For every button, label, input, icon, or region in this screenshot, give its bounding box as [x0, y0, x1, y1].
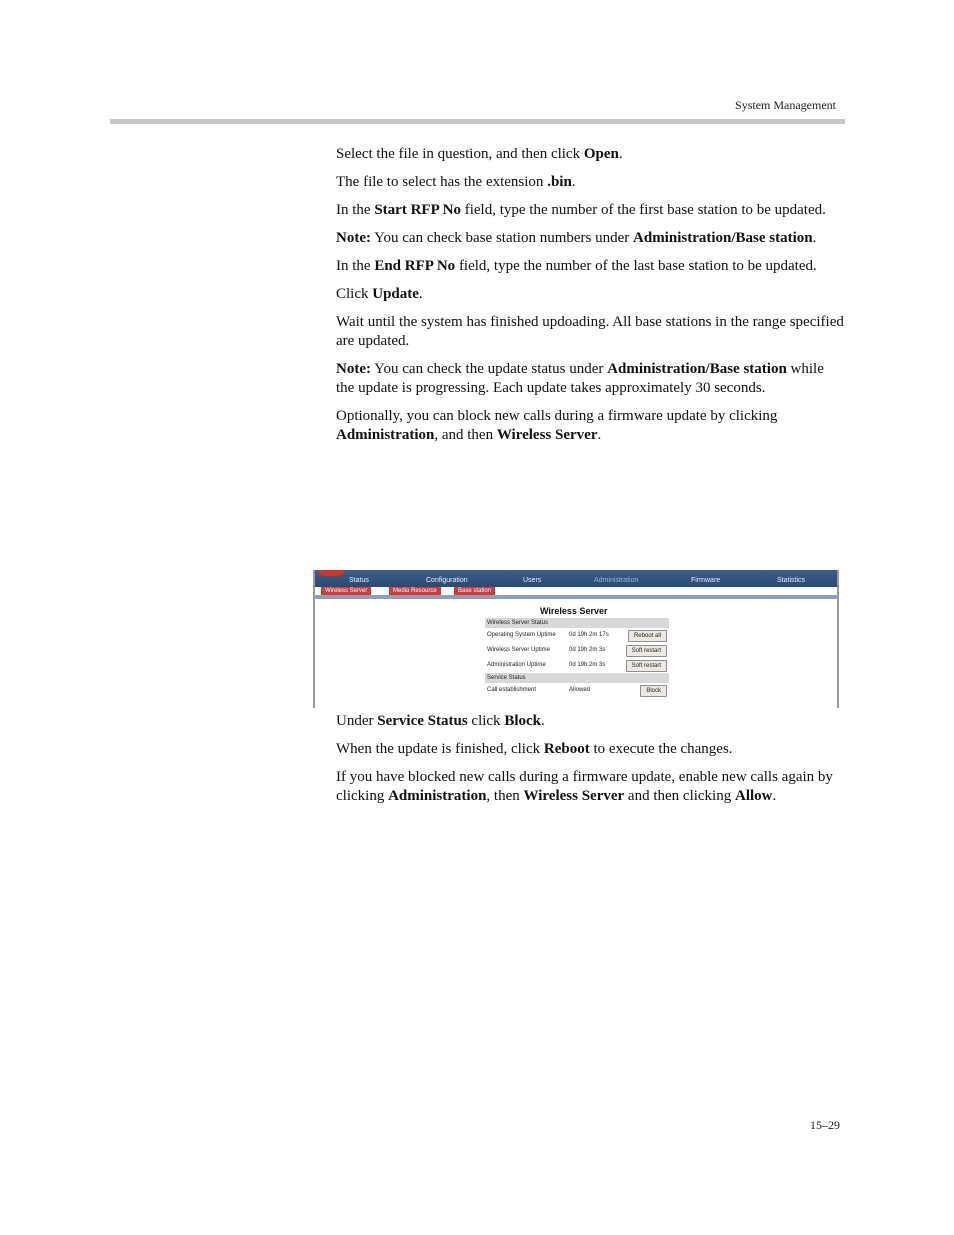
- wireless-server-screenshot: [313, 570, 839, 708]
- section-header: Service Status: [485, 673, 669, 683]
- soft-restart-button[interactable]: Soft restart: [626, 645, 667, 657]
- table-row: Wireless Server Uptime 0d 19h 2m 3s Soft restart: [485, 643, 669, 658]
- table-row: Administration Uptime 0d 19h 2m 3s Soft restart: [485, 658, 669, 673]
- note: Note: You can check the update status under Administration/Base station while the update is progressing. Each update takes approximately 30 seconds.: [336, 361, 824, 396]
- block-button[interactable]: Block: [640, 685, 667, 697]
- sub-nav: [315, 587, 837, 595]
- sub-nav-bar: [315, 595, 837, 599]
- paragraph: In the Start RFP No field, type the number of the first base station to be updated.: [336, 202, 826, 218]
- note: Note: You can check base station numbers under Administration/Base station.: [336, 230, 817, 246]
- instructions-top: [336, 145, 844, 454]
- header-rule: [110, 119, 845, 124]
- table-row: Operating System Uptime 0d 19h 2m 17s Reboot all: [485, 628, 669, 643]
- running-header: System Management: [735, 98, 836, 112]
- subnav-media-resource[interactable]: Media Resource: [389, 587, 441, 595]
- instructions-bottom: [336, 712, 844, 815]
- paragraph: Under Service Status click Block.: [336, 713, 545, 729]
- panel-title: Wireless Server: [540, 606, 608, 616]
- paragraph: If you have blocked new calls during a firmware update, enable new calls again by clicking Administration, then Wireless Server and then clicking Allow.: [336, 769, 833, 804]
- paragraph: When the update is finished, click Reboot to execute the changes.: [336, 741, 733, 757]
- reboot-all-button[interactable]: Reboot all: [628, 630, 667, 642]
- nav-statistics[interactable]: Statistics: [777, 577, 806, 584]
- section-header: Wireless Server Status: [485, 618, 669, 628]
- main-nav: [315, 570, 837, 587]
- paragraph: Wait until the system has finished updoading. All base stations in the range specified are updated.: [336, 314, 844, 349]
- nav-firmware[interactable]: Firmware: [691, 577, 721, 584]
- nav-configuration[interactable]: Configuration: [426, 577, 468, 584]
- nav-administration[interactable]: Administration: [594, 577, 639, 584]
- status-table: [485, 618, 669, 698]
- nav-status[interactable]: Status: [349, 577, 369, 584]
- soft-restart-button[interactable]: Soft restart: [626, 660, 667, 672]
- paragraph: Select the file in question, and then click Open.: [336, 146, 623, 162]
- subnav-wireless-server[interactable]: Wireless Server: [321, 587, 371, 595]
- table-row: Call establishment Allowed Block: [485, 683, 669, 698]
- logo-icon: [318, 570, 344, 576]
- page-number: 15–29: [810, 1118, 840, 1132]
- paragraph: Click Update.: [336, 286, 423, 302]
- paragraph: In the End RFP No field, type the number of the last base station to be updated.: [336, 258, 817, 274]
- paragraph: The file to select has the extension .bin.: [336, 174, 576, 190]
- nav-users[interactable]: Users: [523, 577, 542, 584]
- subnav-base-station[interactable]: Base station: [454, 587, 495, 595]
- paragraph: Optionally, you can block new calls during a firmware update by clicking Administration, and then Wireless Server.: [336, 408, 778, 443]
